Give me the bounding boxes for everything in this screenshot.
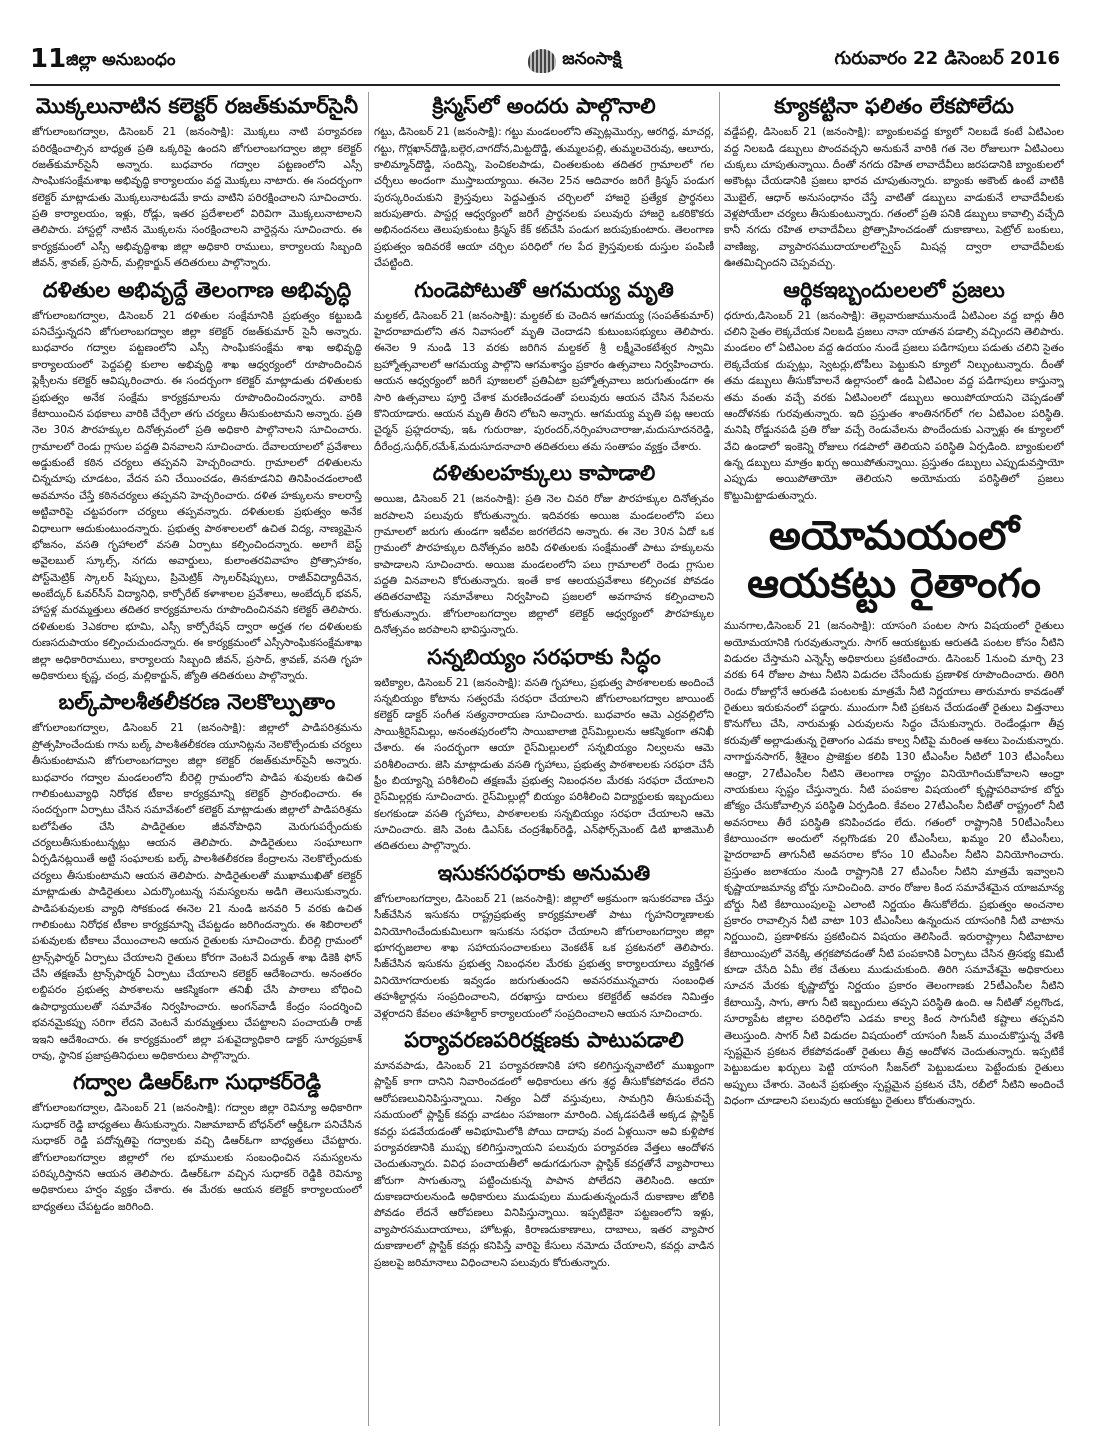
article [724,512,1064,1109]
article-headline: క్రిస్మస్‌లో అందరు పాల్గొనాలి [432,94,656,118]
page-header [30,44,1060,84]
article-body: వడ్డేపల్లి, డిసెంబర్ 21 (జనంసాక్షి): బ్యాంకులవద్ద క్యూలో నిలబడే కంటే ఏటిఎంల వద్ద నిలబడి డబ్బులు పొందవచ్చని అనుకునే వారికి గత నెల రోజులుగా ఏటిఎంలు చుక్కలు చూపుతున్నాయి. దీంతో నగదు రహిత లావాదేవీలు జరపడానికి బ్యాంకులలో అకౌంట్లు చేయడానికి ప్రజలు భారవ చూపుతున్నారు. బ్యాంకు అకౌంట్ ఉంటే వాటికి మొబైల్, ఆధార్ అనుసంధానం చేస్తే వాటితో డబ్బులు వాడుకునే లావాదేవీలకు వెళ్లపోయేలా చర్యలు తీసుకుంటున్నారు. గతంలో ప్రతి పనికి డబ్బులు కావాల్సి వచ్చేది కానీ నగదు రహిత లావాదేవీలు ప్రోత్సాహించడంతో దుకాణాలు, పెట్రోల్ బంకులు, వాణిజ్య, వ్యాపారసముదాయాలలోస్వైప్ మిషన్ల ద్వారా లావాదేవీలకు ఊతమిచ్చిందని చెప్పవచ్చు. [724,126,1064,270]
article-body: గట్టు, డిసెంబర్ 21 (జనంసాక్షి): గట్టు మండలంలోని తప్పెట్లమొర్సు, ఆరగిద్ద, మాచర్ల, గట్టు, గొర్లఖాన్‌దొడ్డి,బల్గెర,చాగదోన,మిట్టదొడ్డి, తుమ్మలపల్లి, తుమ్మలచెరువు, ఆలూరు, కాలిమ్మాన్‌దొడ్డి, సందిన్ని, పెంచికలపాడు, చింతలకుంట తదితర గ్రామాలలో గల చర్చీలు అందంగా ముస్తాబయ్యాయి. ఈనెల 25న ఆదివారం జరిగే క్రిస్మస్ పండుగ పురస్కరించుకుని క్రైస్తవులు పెద్దఎత్తున చర్చిలలో హాజరై ప్రత్యేక ప్రార్థనలు జరుపుతారు. పాస్టర్ల ఆధ్వర్యంలో జరిగే ప్రార్థనలకు పలువురు హాజరై ఒకరికొకరు అభినందనలు తెలుపుకుంటు క్రిస్మస్ కేక్ కట్‌చేసి పండుగ జరుపుకుంటారు. తెలంగాణ ప్రభుత్వం ఇదివరకే ఆయా చర్చిల పరిధిలో గల పేద క్రైస్తవులకు దుస్తుల పంపిణీ చేపట్టింది. [374,126,714,270]
article-body: మునగాల,డిసెంబర్ 21 (జనంసాక్షి): యాసంగి పంటల సాగు విషయంలో రైతులు అయోమయానికి గురవుతున్నారు. సాగర్ ఆయకట్టుకు ఆరుతడి పంటల కోసం నీటిని విడుదల చేస్తామని ఎన్నెస్పీ అధికారులు ప్రకటించారు. డిసెంబర్ 1నుంచి మార్చి 23 వరకు 64 రోజుల పాటు నీటిని విడుదల చేసేందుకు ప్రణాళిక రూపొందించారు. తిరిగి రెండు రోజుల్లోనే ఆరుతడి పంటలకు మాత్రమే నీటి నిర్ణయాలు తారుమారు కావడంతో రైతులు ఇరుకునంలో పడ్డారు. ముందుగా నీటి ప్రకటన చేయడంతో రైతులు విత్తనాలు కొనుగోలు చేసి, నారుమళ్లు ఎరువులను సిద్ధం చేసుకున్నారు. రెండేండ్లుగా తీవ్ర కరువుతో అల్లాడుతున్న రైతాంగం ఎడమ కాల్వ నీటిపై మరింత ఆశలు పెంచుకున్నారు. నాగార్జునసాగర్, శ్రీశైలం ప్రాజెక్టుల కలిపి 130 టీఎంసీల నీటిలో 103 టీఎంసీలు ఆంధ్రా, 27టీఎంసీల నీటిని తెలంగాణ రాష్ట్రం వినియోగించుకోవాలని ఆంధ్రా నాయకులు స్పష్టం చేస్తున్నారు. నీటి పంపకాల విషయంలో కృష్ణాపరివాహక బోర్డు జోక్యం చేసుకోవాల్సిన పరిస్థితి ఏర్పడింది. కేవలం 27టీఎంసీల నీటితో రాష్ట్రంలో నీటి అవసరాలు తీరే పరిస్థితి కనిపించడం లేదు. గతంలో రాష్ట్రానికి 50టీఎంసీలు కేటాయించగా అందులో నల్లగొండకు 20 టీఎంసీలు, ఖమ్మం 20 టీఎంసీలు, హైదరాబాద్ తాగునీటి అవసరాల కోసం 10 టీఎంసీల నీటిని వినియోగించారు. ప్రస్తుతం జలాశయం నుండి రాష్ట్రానికి 27 టీఎంసీల నీటిని మాత్రమే ఇవ్వాలని కృష్ణాయాజమాన్య బోర్డు సూచించింది. వారం రోజుల కింద సమావేశమైన యాజమాన్య బోర్డు నీటి కేటాయింపులపై ఎలాంటి నిర్ణయం తీసుకోలేదు. ప్రభుత్వం అంచనాల ప్రకారం రావాల్సిన నీటి వాటా 103 టీఎంసీలు ఉన్నందున యాసంగికి నీటి వాటాను నిర్ణయించి, ప్రణాళికను ప్రకటించిన విషయం తెలిసిందే. ఇరురాష్ట్రాలు నీటివాటాల కేటాయింపులో వెనక్కి తగ్గకపోవడంతో నీటి పంపకానికి ఏర్పాటు చేసిన త్రిసభ్య కమిటీ కూడా చేసేది ఏమీ లేక చేతులు ముడుచుకుంది. తిరిగి సమావేశమై అధికారులు సూచన మేరకు కృష్ణాబోర్డు నిర్ణయం ప్రకారం తెలంగాణకు 25టీఎంసీల నీటిని కేటాయిస్తే, సాగు, తాగు నీటి ఇబ్బందులు తప్పని పరిస్థితి ఉంది. ఆ నీటితో నల్లగొండ, సూర్యాపేట జిల్లాల పరిధిలోని ఎడమ కాల్వ కింద సాగునీటి కష్టాలు తప్పవని తెలుస్తుంది. సాగర్ నీటి విడుదల విషయంలో యాసంగి సీజన్ ముంచుకొస్తున్న వేళకి స్పష్టమైన ప్రకటన లేకపోవడంతో రైతులు తీవ్ర ఆందోళన చెందుతున్నారు. ఇప్పటికే పెట్టుబడుల ఖర్చులు పెట్టి యాసంగి సీజన్‌లో పెట్టుబడులు పెట్టేందుకు రైతులు అప్పులు చేశారు. వెంటనే ప్రభుత్వం స్పష్టమైన ప్రకటన చేసి, రబీలో నీటిని అందించే విధంగా చూడాలని పలువురు ఆయకట్టు రైతులు కోరుతున్నారు. [724,620,1064,1108]
article [32,94,362,272]
article-headline: అయోమయంలో ఆయకట్టు రైతాంగం [747,513,1041,608]
article-body: జోగులాంబగద్వాల, డిసెంబర్ 21 దళితుల సంక్షేమానికి ప్రభుత్వం కట్టుబడి పనిచేస్తున్నదని జోగులాంబగద్వాల జిల్లా కలెక్టర్ రజత్‌కుమార్ సైనీ అన్నారు. బుధవారం గద్వాల పట్టణంలోని ఎస్సీ సాంఘికసంక్షేమ శాఖ అభివృద్ధి కార్యాలయంలో పెద్దపల్లి కులాల అభివృద్ధి శాఖ ఆధ్వర్యంలో రూపొందించిన ఫ్లెక్సీలను కలెక్టర్ ఆవిష్కరించారు. ఈ సందర్బంగా కలెక్టర్ మాట్లాడుతు దళితులకు ప్రభుత్వం అనేక సంక్షేమ కార్యక్రమాలను రూపొందించిందన్నారు. వారికి కేటాయించిన పథకాలు వారికి చేర్చేలా తగు చర్యలు తీసుకుంటామని అన్నారు. ప్రతి నెల 30న పౌరహక్కుల దినోత్సవంలో ప్రతి అధికారి పాల్గొనాలని సూచించారు. గ్రామాలలో రెండు గ్లాసుల పద్దతి వినవాలని సూచించారు. దేవాలయాలలో ప్రవేశాలు అడ్డుకుంటే కఠిన చర్యలు తప్పవని హెచ్చరించారు. గ్రామాలలో దళితులను చిన్నచూపు చూడటం, వేదన పని చేయించడం, తినకూడనివి తినిపించడంలాంటి అవమానం చేస్తే కఠినచర్యలు తప్పవని హెచ్చరించారు. దళిత హక్కులను కాలరాస్తే అట్టివారిపై చట్టపరంగా చర్యలు తప్పవన్నారు. దళితులకు ప్రభుత్వం అనేక విధాలుగా ఆదుకుంటుందన్నారు. ప్రభుత్వ పాఠశాలలలో ఉచిత విద్య, నాణ్యమైన భోజనం, వసతి గృహాలలో వసతి ఏర్పాటు కల్పించిందన్నారు. అలాగే బెస్ట్ అవైలబుల్ స్కూల్స్, నగదు అవార్డులు, కులాంతరవివాహం ప్రోత్సాహకం, పోస్ట్‌మెట్రిక్ స్కాలర్ షిప్పులు, ప్రిమెట్రిక్ స్కాలర్‌షిప్పులు, రాజీవ్‌విద్యాదీవెన, అంబేద్కర్ ఓవర్‌సీస్ విద్యానిధి, కార్పోరేట్ కళాశాలల ప్రవేశాలు, అంబేద్కర్ భవన్, హాస్టళ్ల మరమ్మత్తులు తదితర కార్యక్రమాలను రూపొందించినవని కలెక్టర్ తెలిపారు. దళితులకు 3ఎకరాల భూమి, ఎస్సీ కార్పోరేషన్ ద్వారా అర్హత గల దళితులకు రుణసదుపాయం కల్పించుచుందన్నారు. ఈ కార్యక్రమంలో ఎస్సీసాంఘికసంక్షేమశాఖ జిల్లా అధికారిరాములు, కార్యాలయ సిబ్బంది జీవన్, ప్రసాద్, శ్రావణ్, వసతి గృహ అధికారులు కృష్ణ, చంద్ర, మల్లికార్జున్, జ్యోతి తదితరులు పాల్గొన్నారు. [32,309,362,682]
article [32,690,362,1064]
article-body: జోగులాంబగద్వాల, డిసెంబర్ 21 (జనంసాక్షి): మొక్కలు నాటి పర్యావరణ పరిరక్షించాల్సిన బాధ్యత ప్రతి ఒక్కరిపై ఉందని జోగులాంబగద్వాల జిల్లా కలెక్టర్ రజత్‌కుమార్‌సైనీ అన్నారు. బుధవారం గద్వాల పట్టణంలోని ఎస్సీ సాంఘికసంక్షేమశాఖ అభివృద్ధి కార్యాలయం వద్ద మొక్కలు నాటారు. ఈ సందర్బంగా కలెక్టర్ మాట్లాడుతు మొక్కలునాటడమే కాదు వాటిని పరిరక్షించాలని సూచించారు. ప్రతి కార్యాలయం, ఇళ్లు, రోడ్లు, ఇతర ప్రదేశాలలో విరివిగా మొక్కలునాటాలని తెలిపారు. హాస్టల్లో నాటిన మొక్కలను సంరక్షించాలని వార్డెన్లను సూచించారు. ఈ కార్యక్రమంలో ఎస్సీ అభివృద్ధిశాఖ జిల్లా అధికారి రాములు, కార్యాలయ సిబ్బంది జీవన్, శ్రావణ్, ప్రసాద్, మల్లికార్జున్ తదితరులు పాల్గొన్నారు. [32,126,362,270]
article-headline: బల్క్‌పాలశీతలీకరణ నెలకొల్పుతాం [58,690,336,715]
article [32,1070,362,1215]
article-headline: గద్వాల డిఆర్ఓగా సుధాకర్‌రెడ్డి [72,1070,322,1095]
article-body: మానవపాడు, డిసెంబర్ 21 పర్యావరణానికి హాని కలిగిస్తున్నవాటిలో ముఖ్యంగా ప్లాస్టిక్ కాగా దానిని నివారించడంలో అధికారులు తగు శ్రద్ధ తీసుకోకపోవడం లేదని ఆరోపణలువినిపిస్తున్నాయి. నిత్యం ఏదో వస్తువులు, సామగ్రిని తీసుకువచ్చే సమయంలో ప్లాస్టిక్ కవర్లు వాడటం సహజంగా మారింది. ఎక్కడపడితే అక్కడ ప్లాస్టిక్ కవర్లు పడవేయడంతో అవిభూమిలోకి పోయి దాదాపు వంద ఏళ్లయినా అవి కుళ్లిపోక పర్యావరణానికి ముప్పు కలిగిస్తున్నాయని పలువురు పర్యావరణ వేత్తలు ఆందోళన చెందుతున్నారు. వివిధ పంచాయతీలో అడుగడుగునా ప్లాస్టిక్ కవర్లతోనే వ్యాపారాలు జోరుగా సాగుతున్నా పట్టించుకున్న పాపాన పోలేదని తెలిసింది. ఆయా దుకాణదారులనుండి అధికారులు ముడుపులు ముడుతున్నందునే దుకాణాల జోలికి పోవడం లేదనే ఆరోపణలు వినిపిస్తున్నాయి. ఇప్పటికైనా పట్టణంలోని ఇళ్లు, వ్యాపారసముదాయాలు, హోటళ్లు, కిరాణదుకాణాలు, దాబాలు, ఇతర వ్యాపార దుకాణాలలో ప్లాస్టిక్ కవర్లు కనిపిస్తే వారిపై కేసులు నమోదు చేయాలని, కవర్లు వాడిన ప్రజలపై జరిమానాలు విధించాలని పలువురు కోరుతున్నారు. [374,1060,714,1269]
article [724,94,1064,272]
article-headline: మొక్కలునాటిన కలెక్టర్ రజత్‌కుమార్‌సైనీ [35,94,359,118]
article [374,461,714,639]
masthead-logo-icon [528,49,556,73]
article [374,861,714,1022]
article-body: ధరూరు,డిసెంబర్ 21 (జనంసాక్షి): తెల్లవారుజామునుండే ఏటిఎంల వద్ద బార్లు తీరి చలిని సైతం లెక్కచేయక నిలబడి ప్రజలు నానా యాతన పడాల్సి వచ్చిందని తెలిపారు. మండలం లో ఏటిఎంల వద్ద ఉదయం నుండే ప్రజలు పడిగాపులు పడుతు చలిని సైతం లెక్కచేయక దుప్పట్లు, స్వెటర్లు,టోపీలు పెట్టుకుని క్యూలో నిల్చుంటున్నారు. దీంతో తమ డబ్బులు తీసుకోవాలనే ఉల్లాసంలో ఉండి ఏటిఎంల వద్ద పడిగాపులు కాస్తున్నా తమ వంతు వచ్చే వరకు ఏటిఎంలలో డబ్బులు అయిపోయాయని చెప్పడంతో ఆందోళనకు గురవుతున్నారు. ఇది ప్రస్తుతం శాంతినగర్‌లో గల ఏటిఎంల పరిస్థితి. మనిషి రోడ్డునపడి ప్రతి రోజు వచ్చే రెండువేలను పొందేందుకు ఎన్నాళ్లు ఈ క్యూలలో వేచి ఉండాలో ఇంకెన్ని రోజులు గడపాలో తెలియని పరిస్థితి ఏర్పడింది. బ్యాంకులలో ఉన్న డబ్బులు మాత్రం ఖర్చు అయిపోతున్నాయి. ప్రస్తుతం డబ్బులు ఎప్పుడువస్తాయో ఎప్పుడు అయిపోతాయో తెలియని అయోమయ పరిస్థితిలో ప్రజలు కొట్టుమిట్టాడుతున్నారు. [724,309,1064,502]
article-headline: పర్యావరణపరిరక్షణకు పాటుపడాలి [404,1027,684,1052]
article-headline: సన్నబియ్యం సరఫరాకు సిద్ధం [427,644,661,669]
article-body: జోగులాంబగద్వాల, డిసెంబర్ 21 (జనంసాక్షి): జిల్లాలో పాడిపరిశ్రమను ప్రోత్సహించేందుకు గాను బల్క్ పాలశీతలీకరణ యూనిట్లను నెలకొల్పేందుకు చర్యలు తీసుకుంటామని జోగులాంబగద్వాల జిల్లా కలెక్టర్ రజత్‌కుమార్‌సైనీ అన్నారు. బుధవారం గద్వాల మండలంలోని బీరెల్లి గ్రామంలోని పాడిప శువులకు ఉచిత గాలికుంటువ్యాధి నిరోధక టీకాల కార్యక్రమాన్ని కలెక్టర్ ప్రారంభించారు. ఈ సందర్బంగా ఏర్పాటు చేసిన సమావేశంలో కలెక్టర్ మాట్లాడుతు జిల్లాలో పాడిపరిశ్రమ బలోపేతం చేసి పాడిరైతుల జీవనోపాధిని మెరుగుపర్చేందుకు చర్యలుతీసుకుంటున్నట్లు ఆయన తెలిపారు. పాడిరైతులు సంఘాలుగా ఏర్పడినట్లయితే అట్టి సంఘాలకు బల్క్ పాలశీతలీకరణ కేంద్రాలను నెలకొల్పేందుకు చర్యలు తీసుకుంటామని ఆయన తెలిపారు. పాడిరైతులతో ముఖాముఖితో కలెక్టర్ మాట్లాడుతు పాడిరైతులు ఎదుర్కొంటున్న సమస్యలను అడిగి తెలుసుకున్నారు. పాడిపశువులకు వ్యాధి సోకకుండ ఈనెల 21 నుండి జనవరి 5 వరకు ఉచిత గాలికుంటు నిరోధక టీకాల కార్యక్రమాన్ని చేపట్టడం జరిగిందన్నారు. ఈ శిబిరాలలో పశువులకు టీకాలు వేయించాలని ఆయన రైతులకు సూచించారు. బీరెల్లి గ్రామంలో ట్రాన్స్‌ఫార్మర్ ఏర్పాటు చేయాలని రైతులు కోరగా వెంటనే విద్యుత్ శాఖ డికెకి ఫోన్ చేసి తక్షణమే ట్రాన్స్‌ఫార్మర్ ఏర్పాటు చేయాలని కలెక్టర్ ఆదేశించారు. అనంతరం లబ్దిపరం ప్రభుత్వ పాఠశాలను ఆకస్మికంగా తనిఖీ చేసి పాఠాలు బోధించి ఉపాధ్యాయులతో సమావేశం నిర్వహించారు. అంగన్‌వాడీ కేంద్రం సందర్శించి భవనమైకప్పు సరిగా లేదని వెంటనే మరమ్మత్తులు చేపట్టాలని పంచాయతీ రాజ్ ఇఇని ఆదేశించారు. ఈ కార్యక్రమంలో జిల్లా పశువైద్యాధికారి డాక్టర్ సూర్యప్రకాశ్ రావు, స్థానిక ప్రజాప్రతినిధులు అధికారులు పాల్గొన్నారు. [32,722,362,1062]
column-divider [368,92,369,1426]
article [32,278,362,685]
masthead-name: జనంసాక్షి [562,49,622,69]
article-body: జోగులాంబగద్వాల, డిసెంబర్ 21 (జనంసాక్షి): జిల్లాలో అక్రమంగా ఇసుకరవాణ చేస్తు సీజ్‌చేసిన ఇసుకను రాష్ట్రప్రభుత్వ కార్యక్రమాలతో పాటు గృహనిర్మాణాలకు వినియోగించేందుకుమిలుగా ఇసుకను సరఫరా చేయాలని జోగులాంబగద్వాల జిల్లా భూగర్భజలాల శాఖ సహాయసంచాలకులు వెంకటేశ్ ఒక ప్రకటనలో తెలిపారు. సీజ్‌చేసిన ఇసుకను ప్రభుత్వ నిబంధనల మేరకు ప్రభుత్వ కార్యాలయాలు వ్యక్తిగత వినియోగదారులకు ఇవ్వడం జరుగుతుందని అవసరమున్నవారు సంబంధిత తహశీల్దార్లను సంప్రదించాలని, దరఖాస్తు దారులు కలెక్టరేట్ ఆవరణ నిమిత్తం వెళ్లరాదని కేవలం తహశీల్దార్ కార్యాలయంలో సంప్రదించాలని ఆయన సూచించారు. [374,892,714,1020]
masthead [495,44,655,78]
section-title: జిల్లా అనుబంధం [66,50,176,70]
page-number: 11 [30,44,67,74]
article-body: ఇటిక్యాల, డిసెంబర్ 21 (జనంసాక్షి): వసతి గృహాలు, ప్రభుత్వ పాఠశాలలకు అందించే సన్నబియ్యం కోటాను సత్వరమే సరఫరా చేయాలని జోగులాంబగద్వాల జాయింట్ కలెక్టర్ డాక్టర్ సంగీత సత్యనారాయణ సూచించారు. బుధవారం ఆమె ఎర్రవల్లిలోని సాయిశ్రీరైస్‌మిల్లు, అనంతపురంలోని సాయిబాలాజి రైస్‌మిల్లులను ఆకస్మికంగా తనిఖీ చేశారు. ఈ సందర్భంగా ఆయా రైస్‌మిల్లులలో సన్నబియ్యం నిల్వలను ఆమె పరిశీలించారు. జెసి మాట్లాడుతు వసతి గృహాలు, ప్రభుత్వ పాఠశాలలకు సరఫరా చేసే ఫ్రీం బియ్యాన్ని పరిశీలించి తక్షణమే ప్రభుత్వ నిబంధనల మేరకు సరఫరా చేయాలని రైస్‌మిల్లర్లకు సూచించారు. రైస్‌మిల్లుల్లో బియ్యం పరిశీలించి విద్యార్థులకు ఇబ్బందులు కలగకుండా వసతి గృహాలు, పాఠశాలలకు సన్నబియ్యం సరఫరా చేయాలని ఆమె సూచించారు. జెసి వెంట డిఎస్ఓ చంద్రశేఖర్‌రెడ్డి, ఎన్‌ఫోర్స్‌మెంట్ డిటి ఖాజిమొలీ తదితరులు పాల్గొన్నారు. [374,676,714,853]
article-body: జోగులాంబగద్వాల, డిసెంబర్ 21 (జనంసాక్షి): గద్వాల జిల్లా రెవిన్యూ అధికారిగా సుధాకర్ రెడ్డి బాధ్యతలు తీసుకున్నారు. నిజామాబాద్ బోధన్‌లో ఆర్డీఓగా పనిచేసిన సుధాకర్ రెడ్డి పదోన్నతిపై గద్వాలకు వచ్చి డిఆర్ఓగా బాధ్యతలు చేపట్టారు. జోగులాంబగద్వాల జిల్లాలో గల భూములకు సంబంధించిన సమస్యలను పరిష్కరిస్తానని ఆయన తెలిపారు. డిఆర్ఓగా వచ్చిన సుధాకర్ రెడ్డికి రెవిన్యూ అధికారులు హర్షం వ్యక్తం చేశారు. ఈ మేరకు ఆయన కలెక్టర్ కార్యాలయంలో బాధ్యతలు చేపట్టడం జరిగింది. [32,1102,362,1213]
column-3 [724,92,1064,1426]
article-headline: ఆర్థికఇబ్బందులలలో ప్రజలు [783,277,1005,302]
article [374,645,714,855]
article [374,94,714,272]
article [374,278,714,456]
article-headline: దళితులహక్కులు కాపాడాలి [432,461,656,486]
article-body: మల్దకల్, డిసెంబర్ 21 (జనంసాక్షి): మల్దకల్ కు చెందిన ఆగమయ్య (సంపత్‌కుమార్) హైదరాబాదులోని తన నివాసంలో మృతి చెందాడని కుటుంబసభ్యులు తెలిపారు. ఈనెల 9 నుండి 13 వరకు జరిగిన మల్దకల్ శ్రీ లక్ష్మీవెంకటేశ్వర స్వామి బ్రహ్మోత్సవాలలో ఆగమయ్య పాల్గొని ఆగమశాస్త్రం ప్రకారం ఉత్సవాలు నిర్వహించారు. ఆయన ఆధ్వర్యంలో జరిగే పూజలలో ప్రతిఏటా బ్రహ్మోత్సవాలు జరుగుతుండగా ఈ సారి ఉత్సవాలు పూర్తి చేశాక మరణించడంతో పలువురు ఆయన చేసిన సేవలను కొనియాడారు. ఆయన మృతి తీరని లోటని అన్నారు. ఆగమయ్య మృతి పట్ల ఆలయ చైర్మన్ ప్రహ్లదరావు, ఇఓ గురురాజు, పురందర్,నర్సింహుచారాజు,మదుసూదనరెడ్డి, దీరేంద్ర,సుధీర్,రమేశ్,మదుసూదనాచారి తదితరులు తమ సంతాపం వ్యక్తం చేశారు. [374,309,714,453]
article [724,278,1064,505]
column-2 [374,92,714,1426]
article-headline: క్యూకట్టినా ఫలితం లేకపోలేదు [774,94,1014,118]
article-headline: ఇసుకసరఫరాకు అనుమతి [437,860,651,885]
article-body: అయిజ, డిసెంబర్ 21 (జనంసాక్షి): ప్రతి నెల చివరి రోజు పౌరహక్కుల దినోత్సవం జరపాలని పలువురు కోరుతున్నారు. ఇదివరకు అయిజ మండలంలోని పలు గ్రామాలలో జరుగు తుండగా ఇటీవల జరగలేదని అన్నారు. ఈ నెల 30న ఏదో ఒక గ్రామంలో పౌరహక్కుల దినోత్సవం జరిపి దళితులకు సంక్షేమంతో పాటు హక్కులను కాపాడాలని సూచించారు. అయిజ మండలంలోని పలు గ్రామాలలో రెండు గ్లాసుల పద్దతి వినవాలని కోరుతున్నారు. ఇంతే కాక ఆలయప్రవేశాలు కల్పించక పోవడం తదితరవాటిపై సమావేశాలు నిర్వహించి ప్రజలలో అవగాహన కల్పించాలని కోరుతున్నారు. జోగులాంబగద్వాల జిల్లాలో కలెక్టర్ ఆధ్వర్యంలో పౌరహక్కుల దినోత్సవం జరపాలని భావిస్తున్నారు. [374,493,714,637]
column-divider [719,92,720,1426]
article [374,1028,714,1271]
article-headline: దళితుల అభివృద్దే తెలంగాణ అభివృద్ధి [42,277,352,302]
issue-date: గురువారం 22 డిసెంబర్ 2016 [834,48,1060,69]
header-rule [30,84,1060,86]
column-1 [32,92,362,1426]
article-headline: గుండెపోటుతో ఆగమయ్య మృతి [414,277,674,302]
